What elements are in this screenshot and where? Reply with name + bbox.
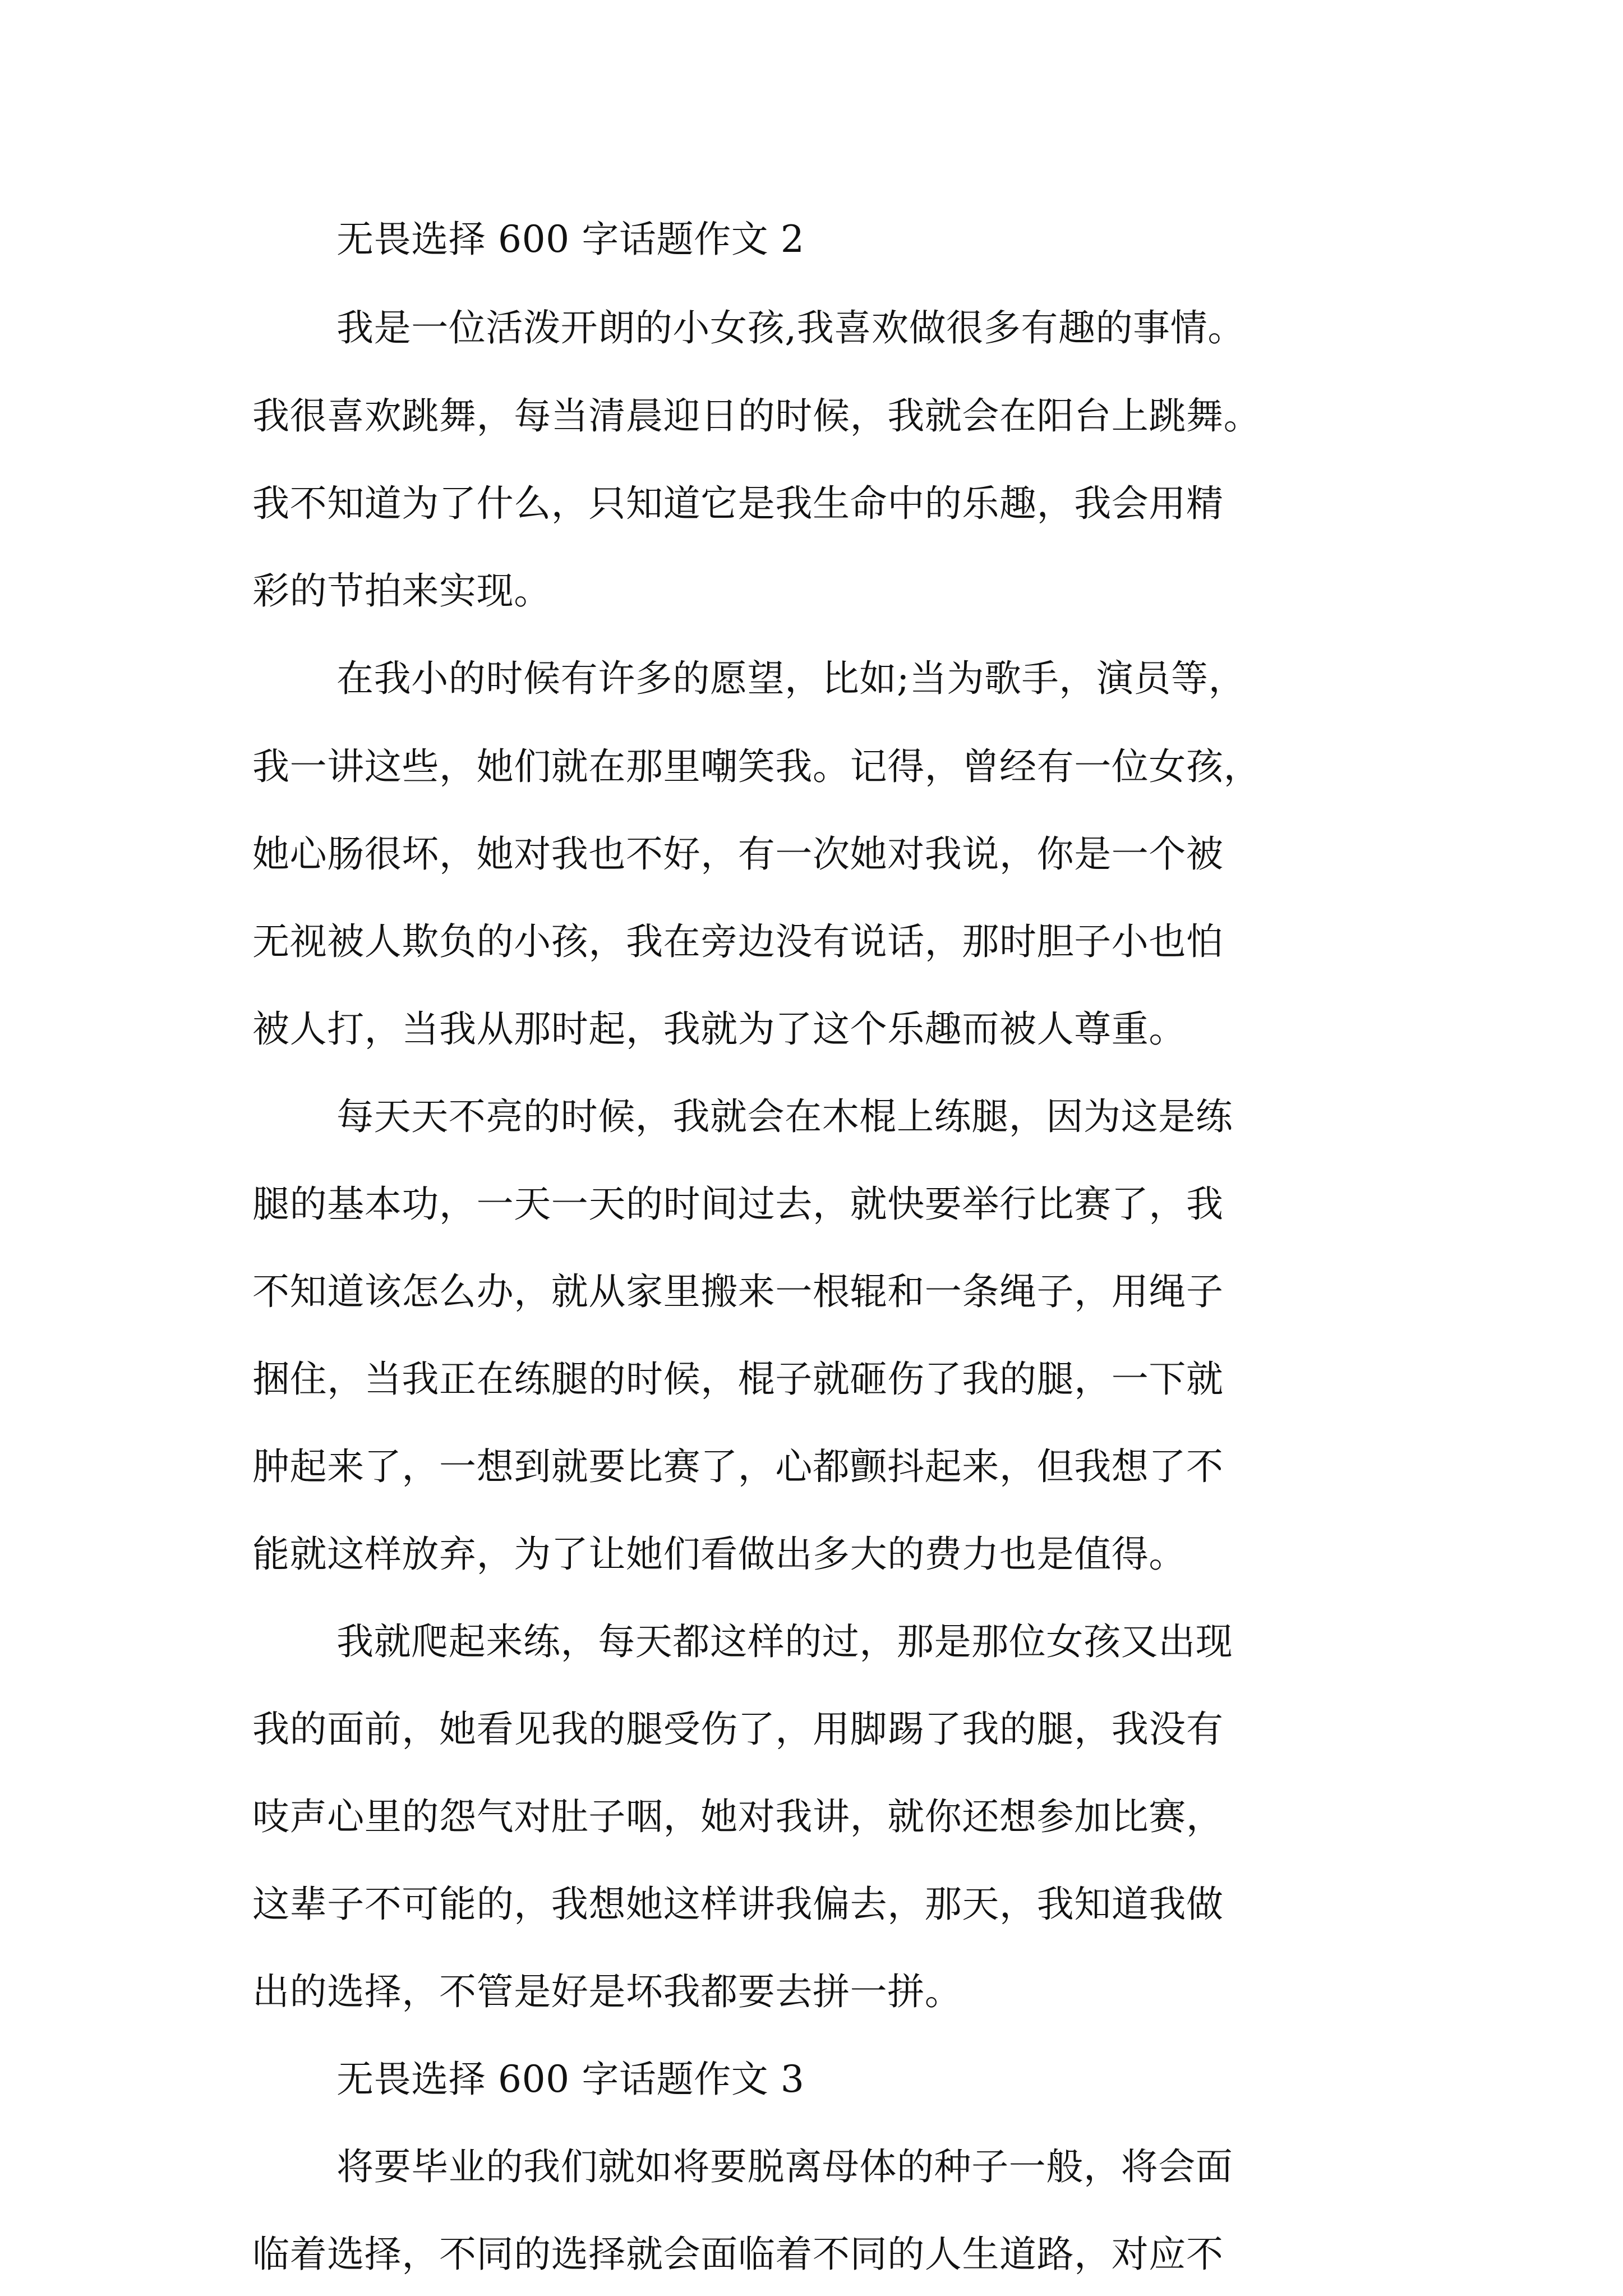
paragraph-line: 捆住，当我正在练腿的时候，棍子就砸伤了我的腿，一下就 xyxy=(252,1358,1224,1401)
paragraph-line: 彩的节拍来实现。 xyxy=(252,569,551,613)
paragraph-line: 我的面前，她看见我的腿受伤了，用脚踢了我的腿，我没有 xyxy=(252,1708,1224,1751)
paragraph-line: 我很喜欢跳舞，每当清晨迎日的时候，我就会在阳台上跳舞。 xyxy=(252,394,1261,438)
paragraph-line: 我一讲这些，她们就在那里嘲笑我。记得，曾经有一位女孩， xyxy=(252,745,1261,788)
paragraph-line: 吱声心里的怨气对肚子咽，她对我讲，就你还想参加比赛， xyxy=(252,1795,1224,1838)
paragraph-line: 出的选择，不管是好是坏我都要去拼一拼。 xyxy=(252,1970,962,2013)
paragraph-line: 我是一位活泼开朗的小女孩,我喜欢做很多有趣的事情。 xyxy=(336,306,1245,349)
section-heading: 无畏选择 600 字话题作文 2 xyxy=(336,218,805,261)
paragraph-line: 肿起来了，一想到就要比赛了，心都颤抖起来，但我想了不 xyxy=(252,1445,1224,1488)
paragraph-line: 临着选择，不同的选择就会面临着不同的人生道路，对应不 xyxy=(252,2233,1224,2276)
paragraph-line: 这辈子不可能的，我想她这样讲我偏去，那天，我知道我做 xyxy=(252,1883,1224,1926)
paragraph-line: 我不知道为了什么，只知道它是我生命中的乐趣，我会用精 xyxy=(252,482,1224,525)
paragraph-line: 她心肠很坏，她对我也不好，有一次她对我说，你是一个被 xyxy=(252,832,1224,876)
paragraph-line: 在我小的时候有许多的愿望，比如;当为歌手，演员等， xyxy=(336,657,1246,700)
paragraph-line: 不知道该怎么办，就从家里搬来一根辊和一条绳子，用绳子 xyxy=(252,1270,1224,1313)
paragraph-line: 将要毕业的我们就如将要脱离母体的种子一般，将会面 xyxy=(336,2145,1233,2188)
paragraph-line: 被人打，当我从那时起，我就为了这个乐趣而被人尊重。 xyxy=(252,1007,1186,1051)
paragraph-line: 每天天不亮的时候，我就会在木棍上练腿，因为这是练 xyxy=(336,1095,1233,1138)
paragraph-line: 无视被人欺负的小孩，我在旁边没有说话，那时胆子小也怕 xyxy=(252,920,1224,963)
paragraph-line: 能就这样放弃，为了让她们看做出多大的费力也是值得。 xyxy=(252,1533,1186,1576)
paragraph-line: 腿的基本功，一天一天的时间过去，就快要举行比赛了，我 xyxy=(252,1182,1224,1226)
section-heading: 无畏选择 600 字话题作文 3 xyxy=(336,2058,805,2101)
paragraph-line: 我就爬起来练，每天都这样的过，那是那位女孩又出现 xyxy=(336,1620,1233,1663)
